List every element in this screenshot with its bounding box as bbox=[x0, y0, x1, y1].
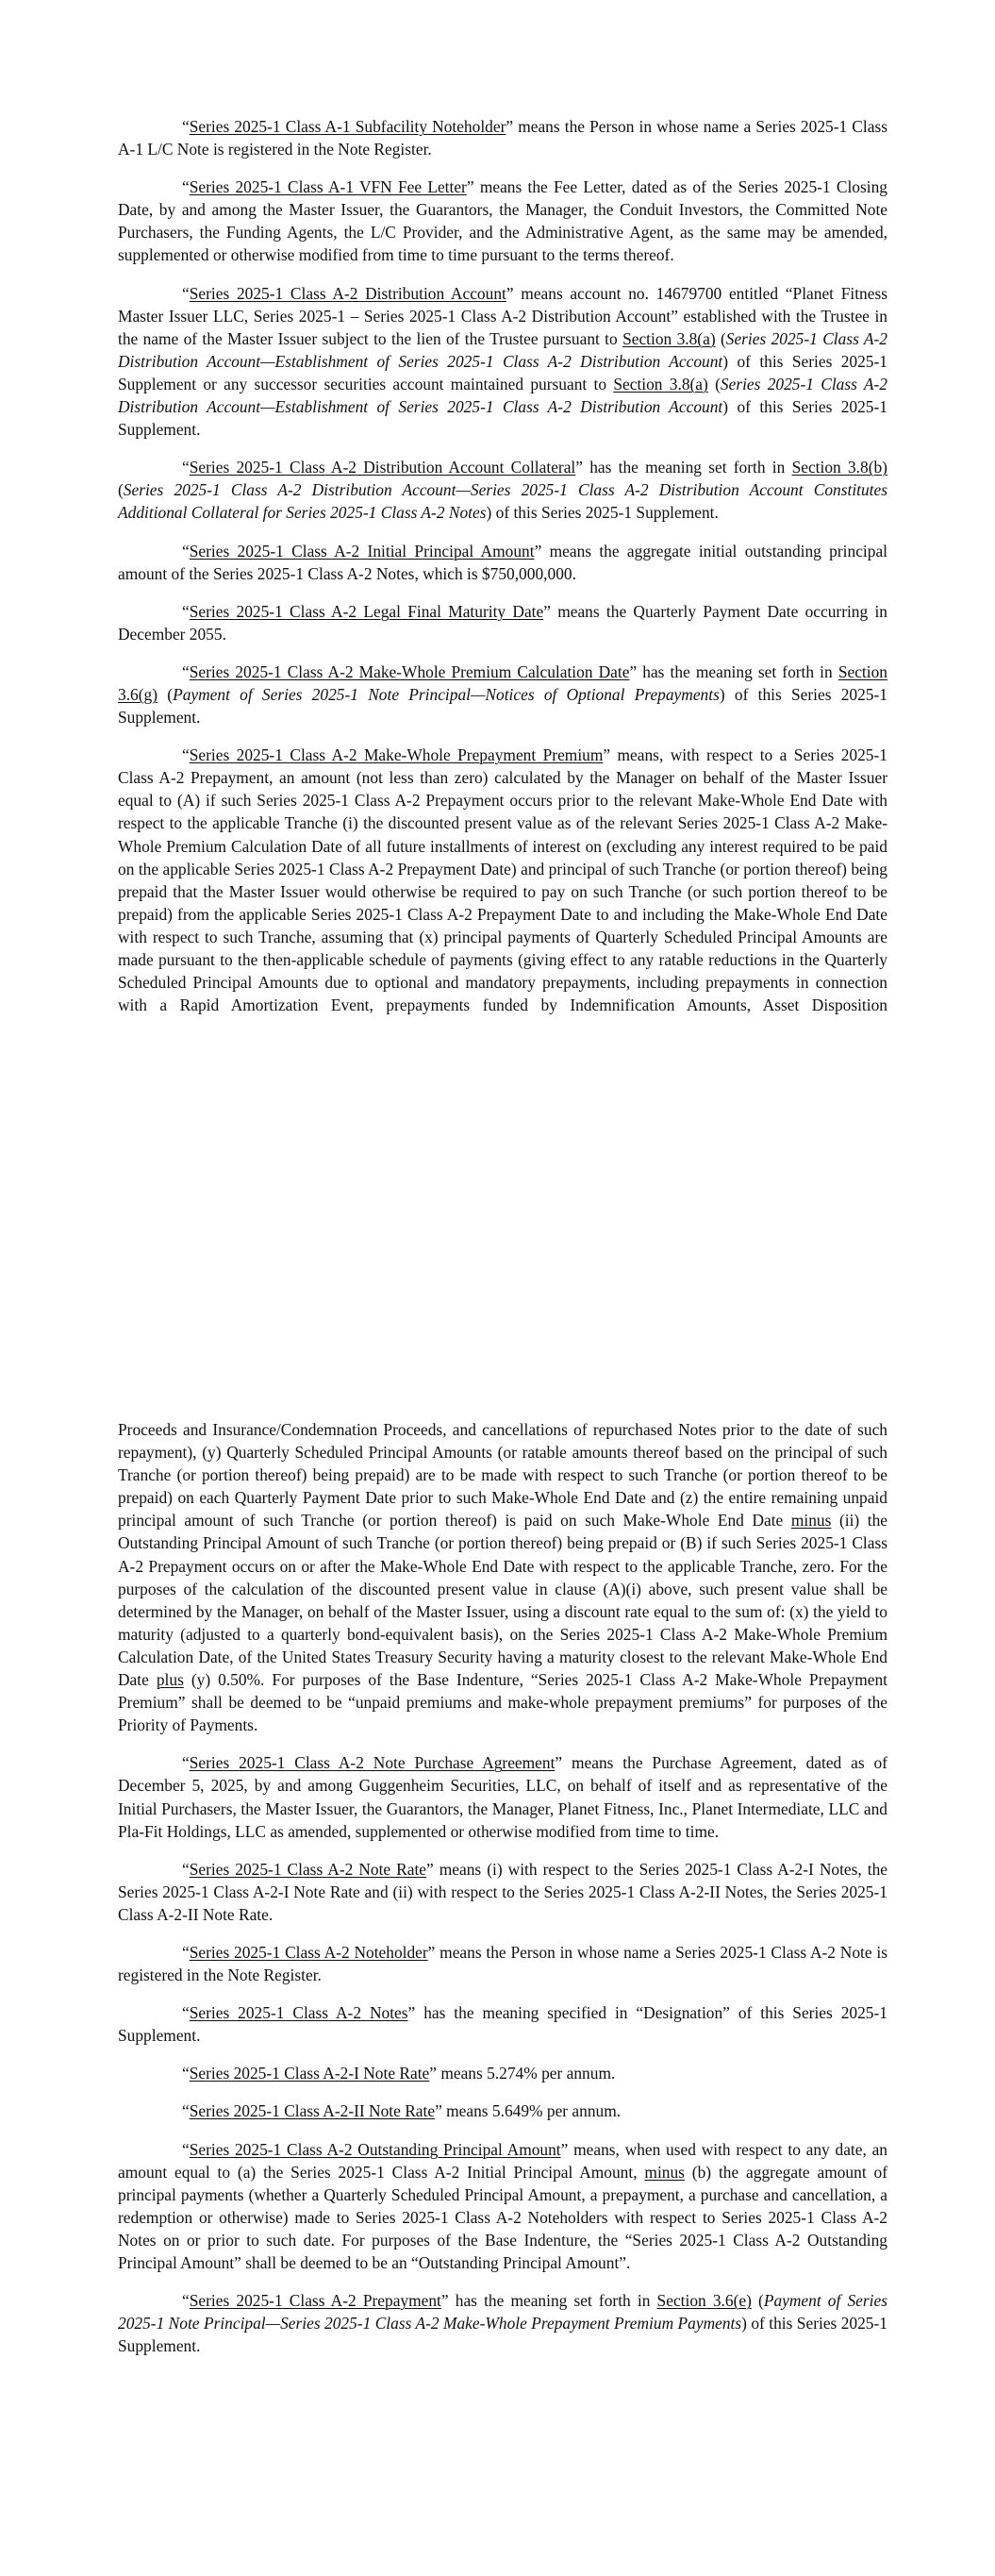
defined-term: Series 2025-1 Class A-2 Outstanding Principal Amount bbox=[189, 2139, 561, 2159]
italic-caption: Series 2025-1 Class A-2 Distribution Account—Series 2025-1 Class A-2 Distribution Account Constitutes Additional Collateral for Series 2025-1 Class A-2 Notes bbox=[118, 480, 887, 523]
section-reference: Section 3.8(b) bbox=[791, 458, 887, 477]
definition-series-2025-1-class-a-2-distribution-account-collateral: “Series 2025-1 Class A-2 Distribution Account Collateral” has the meaning set forth in Section 3.8(b) (Series 2025-1 Class A-2 Distribution Account—Series 2025-1 Class A-2 Distribution Account Constitutes Additional Collateral for Series 2025-1 Class A-2 Notes) of this Series 2025-1 Supplement. bbox=[118, 458, 887, 523]
page-bottom-text-block bbox=[118, 1418, 887, 2372]
definition-series-2025-1-class-a-2-note-purchase-agreement: “Series 2025-1 Class A-2 Note Purchase Agreement” means the Purchase Agreement, dated as of December 5, 2025, by and among Guggenheim Securities, LLC, on behalf of itself and as representative of the Initial Purchasers, the Master Issuer, the Guarantors, the Manager, Planet Fitness, Inc., Planet Intermediate, LLC and Pla-Fit Holdings, LLC as amended, supplemented or otherwise modified from time to time. bbox=[118, 1753, 887, 1841]
section-reference: minus bbox=[790, 1511, 832, 1531]
italic-caption: Payment of Series 2025-1 Note Principal—Notices of Optional Prepayments bbox=[173, 684, 720, 704]
definition-text: ” means, with respect to a Series 2025-1 Class A-2 Prepayment, an amount (not less than zero) calculated by the Manager on behalf of the Master Issuer equal to (A) if such Series 2025-1 Class A-2 Prepayment occurs prior to the relevant Make-Whole End Date with respect to the applicable Tranche (i) the discounted present value as of the relevant Series 2025-1 Class A-2 Make-Whole Premium Calculation Date of all future installments of interest on (excluding any interest required to be paid on the applicable Series 2025-1 Class A-2 Prepayment Date) and principal of such Tranche (or portion thereof) being prepaid that the Master Issuer would otherwise be required to pay on such Tranche (or such portion thereof to be prepaid) from the applicable Series 2025-1 Class A-2 Prepayment Date to and including the Make-Whole End Date with respect to such Tranche, assuming that (x) principal payments of Quarterly Scheduled Principal Amounts are made pursuant to the then-applicable schedule of payments (giving effect to any ratable reductions in the Quarterly Scheduled Principal Amounts due to optional and mandatory prepayments, including prepayments in connection with a Rapid Amortization Event, prepayments funded by Indemnification Amounts, Asset Disposition bbox=[118, 745, 887, 1015]
definition-text: ” means 5.274% per annum. bbox=[429, 2064, 616, 2083]
definition-text: ” means the Person in whose name a Series 2025-1 Class A-1 L/C Note is registered in the Note Register. bbox=[118, 117, 887, 159]
definition-text: ) of this Series 2025-1 Supplement. bbox=[118, 397, 887, 440]
defined-term: Series 2025-1 Class A-2 Note Rate bbox=[189, 1859, 427, 1879]
definition-text: ” means the aggregate initial outstanding principal amount of the Series 2025-1 Class A-2 Notes, which is $750,000,000. bbox=[118, 541, 887, 583]
definition-series-2025-1-class-a-2-outstanding-principal-amount: “Series 2025-1 Class A-2 Outstanding Principal Amount” means, when used with respect to any date, an amount equal to (a) the Series 2025-1 Class A-2 Initial Principal Amount, minus (b) the aggregate amount of principal payments (whether a Quarterly Scheduled Principal Amount, a prepayment, a purchase and cancellation, a redemption or otherwise) made to Series 2025-1 Class A-2 Noteholders with respect to Series 2025-1 Class A-2 Notes on or prior to such date. For purposes of the Base Indenture, the “Series 2025-1 Class A-2 Outstanding Principal Amount” shall be deemed to be an “Outstanding Principal Amount”. bbox=[118, 2139, 887, 2272]
definition-series-2025-1-class-a-2-make-whole-prepayment-premium: “Series 2025-1 Class A-2 Make-Whole Prepayment Premium” means, with respect to a Series 2025-1 Class A-2 Prepayment, an amount (not less than zero) calculated by the Manager on behalf of the Master Issuer equal to (A) if such Series 2025-1 Class A-2 Prepayment occurs prior to the relevant Make-Whole End Date with respect to the applicable Tranche (i) the discounted present value as of the relevant Series 2025-1 Class A-2 Make-Whole Premium Calculation Date of all future installments of interest on (excluding any interest required to be paid on the applicable Series 2025-1 Class A-2 Prepayment Date) and principal of such Tranche (or portion thereof) being prepaid that the Master Issuer would otherwise be required to pay on such Tranche (or such portion thereof to be prepaid) from the applicable Series 2025-1 Class A-2 Prepayment Date to and including the Make-Whole End Date with respect to such Tranche, assuming that (x) principal payments of Quarterly Scheduled Principal Amounts are made pursuant to the then-applicable schedule of payments (giving effect to any ratable reductions in the Quarterly Scheduled Principal Amounts due to optional and mandatory prepayments, including prepayments in connection with a Rapid Amortization Event, prepayments funded by Indemnification Amounts, Asset Disposition bbox=[118, 745, 887, 1015]
italic-caption: Payment of Series 2025-1 Note Principal—Series 2025-1 Class A-2 Make-Whole Prepayment Premium Payments bbox=[118, 2291, 887, 2333]
definition-text: ” has the meaning set forth in bbox=[440, 2291, 657, 2311]
italic-caption: Series 2025-1 Class A-2 Distribution Account—Establishment of Series 2025-1 Class A-2 Distribution Account bbox=[118, 328, 887, 371]
definition-text: (y) 0.50%. For purposes of the Base Indenture, “Series 2025-1 Class A-2 Make-Whole Prepayment Premium” shall be deemed to be “unpaid premiums and make-whole prepayment premiums” for purposes of the Priority of Payments. bbox=[118, 1670, 887, 1735]
definition-text: ” has the meaning set forth in bbox=[629, 661, 838, 681]
definition-text: ) of this Series 2025-1 Supplement. bbox=[118, 684, 887, 728]
definition-series-2025-1-class-a-2-note-rate: “Series 2025-1 Class A-2 Note Rate” means (i) with respect to the Series 2025-1 Class A-2-I Notes, the Series 2025-1 Class A-2-I Note Rate and (ii) with respect to the Series 2025-1 Class A-2-II Notes, the Series 2025-1 Class A-2-II Note Rate. bbox=[118, 1859, 888, 1924]
definition-text: ” means the Quarterly Payment Date occurring in December 2055. bbox=[118, 601, 888, 644]
section-reference: Section 3.8(a) bbox=[622, 328, 716, 348]
definition-text: ) of this Series 2025-1 Supplement. bbox=[118, 2314, 887, 2356]
definition-text: ( bbox=[118, 480, 124, 500]
section-reference: Section 3.8(a) bbox=[613, 374, 708, 393]
definition-text: ) of this Series 2025-1 Supplement or any successor securities account maintained pursuant to bbox=[118, 351, 887, 393]
definition-series-2025-1-class-a-2-distribution-account: “Series 2025-1 Class A-2 Distribution Account” means account no. 14679700 entitled “Planet Fitness Master Issuer LLC, Series 2025-1 – Series 2025-1 Class A-2 Distribution Account” established with the Trustee in the name of the Master Issuer subject to the lien of the Trustee pursuant to Section 3.8(a) (Series 2025-1 Class A-2 Distribution Account—Establishment of Series 2025-1 Class A-2 Distribution Account) of this Series 2025-1 Supplement or any successor securities account maintained pursuant to Section 3.8(a) (Series 2025-1 Class A-2 Distribution Account—Establishment of Series 2025-1 Class A-2 Distribution Account) of this Series 2025-1 Supplement. bbox=[118, 283, 887, 440]
definition-series-2025-1-class-a-2-make-whole-premium-calculation-date: “Series 2025-1 Class A-2 Make-Whole Premium Calculation Date” has the meaning set forth in Section 3.6(g) (Payment of Series 2025-1 Note Principal—Notices of Optional Prepayments) of this Series 2025-1 Supplement. bbox=[118, 661, 887, 728]
definition-series-2025-1-class-a-2-ii-note-rate: “Series 2025-1 Class A-2-II Note Rate” means 5.649% per annum. bbox=[182, 2101, 622, 2121]
defined-term: Series 2025-1 Class A-2 Noteholder bbox=[189, 1942, 428, 1962]
page-top-text-block bbox=[118, 115, 887, 1016]
definition-text: ” has the meaning set forth in bbox=[575, 458, 792, 477]
definition-text: ” means, when used with respect to any date, an amount equal to (a) the Series 2025-1 Class A-2 Initial Principal Amount, bbox=[118, 2139, 887, 2182]
defined-term: Series 2025-1 Class A-2 Distribution Account Collateral bbox=[189, 458, 576, 477]
defined-term: Series 2025-1 Class A-2-II Note Rate bbox=[189, 2101, 436, 2121]
section-reference: Section 3.6(g) bbox=[118, 661, 887, 704]
italic-caption: Series 2025-1 Class A-2 Distribution Account—Establishment of Series 2025-1 Class A-2 Distribution Account bbox=[118, 374, 887, 417]
defined-term: Series 2025-1 Class A-1 Subfacility Noteholder bbox=[189, 117, 506, 136]
definition-series-2025-1-class-a-2-i-note-rate: “Series 2025-1 Class A-2-I Note Rate” means 5.274% per annum. bbox=[182, 2064, 616, 2083]
definition-series-2025-1-class-a-2-noteholder: “Series 2025-1 Class A-2 Noteholder” means the Person in whose name a Series 2025-1 Class A-2 Note is registered in the Note Register. bbox=[118, 1942, 887, 1985]
definition-series-2025-1-class-a-2-prepayment: “Series 2025-1 Class A-2 Prepayment” has the meaning set forth in Section 3.6(e) (Payment of Series 2025-1 Note Principal—Series 2025-1 Class A-2 Make-Whole Prepayment Premium Payments) of this Series 2025-1 Supplement. bbox=[118, 2291, 887, 2356]
definition-text: ( bbox=[158, 684, 174, 704]
definition-text: (ii) the Outstanding Principal Amount of such Tranche (or portion thereof) being prepaid or (B) if such Series 2025-1 Class A-2 Prepayment occurs on or after the Make-Whole End Date with respect to the applicable Tranche, zero. For the purposes of the calculation of the discounted present value in clause (A)(i) above, such present value shall be determined by the Manager, on behalf of the Master Issuer, using a discount rate equal to the sum of: (x) the yield to maturity (adjusted to a quarterly bond-equivalent basis), on the Series 2025-1 Class A-2 Make-Whole Premium Calculation Date, of the United States Treasury Security having a maturity closest to the relevant Make-Whole End Date bbox=[118, 1511, 888, 1690]
definition-series-2025-1-class-a-2-initial-principal-amount: “Series 2025-1 Class A-2 Initial Principal Amount” means the aggregate initial outstanding principal amount of the Series 2025-1 Class A-2 Notes, which is $750,000,000. bbox=[118, 541, 887, 583]
definition-series-2025-1-class-a-2-notes: “Series 2025-1 Class A-2 Notes” has the meaning specified in “Designation” of this Series 2025-1 Supplement. bbox=[118, 2003, 887, 2046]
definition-text: ) of this Series 2025-1 Supplement. bbox=[486, 503, 719, 523]
defined-term: Series 2025-1 Class A-2 Distribution Account bbox=[189, 283, 506, 303]
definition-series-2025-1-class-a-1-vfn-fee-letter: “Series 2025-1 Class A-1 VFN Fee Letter” means the Fee Letter, dated as of the Series 2025-1 Closing Date, by and among the Master Issuer, the Guarantors, the Manager, the Conduit Investors, the Committed Note Purchasers, the Funding Agents, the L/C Provider, and the Administrative Agent, as the same may be amended, supplemented or otherwise modified from time to time pursuant to the terms thereof. bbox=[118, 177, 887, 265]
definition-text: ” means the Fee Letter, dated as of the Series 2025-1 Closing Date, by and among the Master Issuer, the Guarantors, the Manager, the Conduit Investors, the Committed Note Purchasers, the Funding Agents, the L/C Provider, and the Administrative Agent, as the same may be amended, supplemented or otherwise modified from time to time pursuant to the terms thereof. bbox=[118, 177, 887, 265]
defined-term: Series 2025-1 Class A-2 Make-Whole Premium Calculation Date bbox=[189, 661, 630, 681]
definition-text: Proceeds and Insurance/Condemnation Proceeds, and cancellations of repurchased Notes prior to the date of such repayment), (y) Quarterly Scheduled Principal Amounts (or ratable amounts thereof based on the principal of such Tranche (or portion thereof) being prepaid) are to be made with respect to such Tranche (or portion thereof to be prepaid) on each Quarterly Payment Date prior to such Make-Whole End Date and (z) the entire remaining unpaid principal amount of such Tranche (or portion thereof) is paid on such Make-Whole End Date bbox=[118, 1420, 887, 1531]
definition-series-2025-1-class-a-2-legal-final-maturity-date: “Series 2025-1 Class A-2 Legal Final Maturity Date” means the Quarterly Payment Date occurring in December 2055. bbox=[118, 601, 888, 644]
defined-term: Series 2025-1 Class A-2 Legal Final Maturity Date bbox=[189, 601, 544, 621]
defined-term: Series 2025-1 Class A-2 Initial Principal Amount bbox=[189, 541, 535, 560]
defined-term: Series 2025-1 Class A-2 Make-Whole Prepayment Premium bbox=[189, 745, 604, 765]
section-reference: plus bbox=[156, 1670, 184, 1690]
definition-text: ” means account no. 14679700 entitled “Planet Fitness Master Issuer LLC, Series 2025-1 – Series 2025-1 Class A-2 Distribution Account” established with the Trustee in the name of the Master Issuer subject to the lien of the Trustee pursuant to bbox=[118, 283, 887, 348]
definition-text: ( bbox=[751, 2291, 764, 2311]
definition-text: ” means the Purchase Agreement, dated as of December 5, 2025, by and among Guggenheim Securities, LLC, on behalf of itself and as representative of the Initial Purchasers, the Master Issuer, the Guarantors, the Manager, Planet Fitness, Inc., Planet Intermediate, LLC and Pla-Fit Holdings, LLC as amended, supplemented or otherwise modified from time to time. bbox=[118, 1753, 887, 1841]
defined-term: Series 2025-1 Class A-1 VFN Fee Letter bbox=[189, 177, 467, 197]
definition-text: ( bbox=[715, 328, 726, 348]
defined-term: Series 2025-1 Class A-2-I Note Rate bbox=[189, 2064, 430, 2083]
definition-text: ” means the Person in whose name a Series 2025-1 Class A-2 Note is registered in the Note Register. bbox=[118, 1942, 887, 1985]
section-reference: minus bbox=[644, 2162, 685, 2182]
defined-term: Series 2025-1 Class A-2 Notes bbox=[189, 2003, 408, 2023]
defined-term: Series 2025-1 Class A-2 Prepayment bbox=[189, 2291, 441, 2311]
defined-term: Series 2025-1 Class A-2 Note Purchase Agreement bbox=[189, 1753, 556, 1773]
definition-text: ( bbox=[707, 374, 721, 393]
definition-text: ” means 5.649% per annum. bbox=[435, 2101, 622, 2121]
section-reference: Section 3.6(e) bbox=[656, 2291, 752, 2311]
definition-text: ” means (i) with respect to the Series 2025-1 Class A-2-I Notes, the Series 2025-1 Class A-2-I Note Rate and (ii) with respect to the Series 2025-1 Class A-2-II Notes, the Series 2025-1 Class A-2-II Note Rate. bbox=[118, 1859, 888, 1924]
definition-continuation bbox=[118, 1418, 887, 1736]
definition-text: (b) the aggregate amount of principal payments (whether a Quarterly Scheduled Principal Amount, a prepayment, a purchase and cancellation, a redemption or otherwise) made to Series 2025-1 Class A-2 Noteholders with respect to Series 2025-1 Class A-2 Notes on or prior to such date. For purposes of the Base Indenture, the “Series 2025-1 Class A-2 Outstanding Principal Amount” shall be deemed to be an “Outstanding Principal Amount”. bbox=[118, 2162, 887, 2272]
definition-series-2025-1-class-a-1-subfacility-noteholder: “Series 2025-1 Class A-1 Subfacility Noteholder” means the Person in whose name a Series 2025-1 Class A-1 L/C Note is registered in the Note Register. bbox=[118, 117, 887, 159]
definition-text: ” has the meaning specified in “Designation” of this Series 2025-1 Supplement. bbox=[118, 2003, 887, 2046]
